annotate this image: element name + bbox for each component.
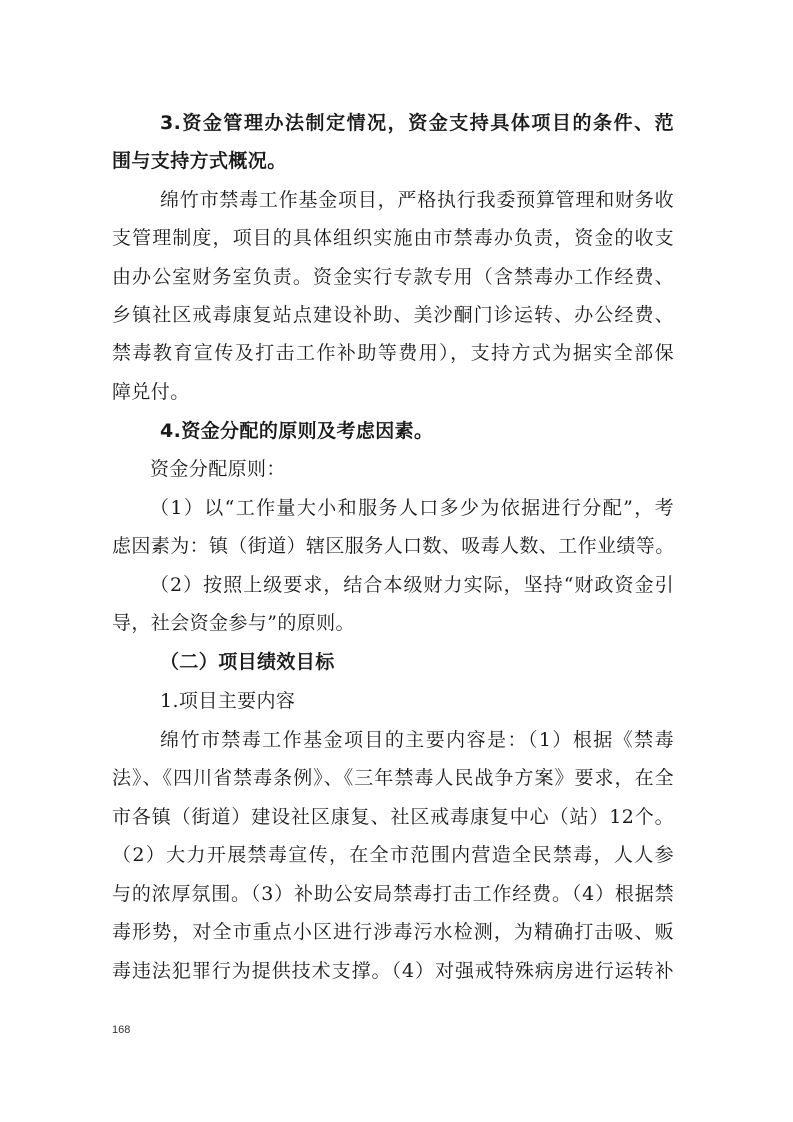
paragraph-line: 资金分配原则： — [150, 458, 286, 480]
paragraph-line: 绵竹市禁毒工作基金项目的主要内容是：（1）根据《禁毒 — [160, 729, 674, 751]
paragraph-line: 导，社会资金参与”的原则。 — [112, 612, 355, 634]
paragraph-line: 障兑付。 — [112, 381, 190, 403]
paragraph-line: 市各镇（街道）建设社区康复、社区戒毒康复中心（站）12个。 — [112, 806, 674, 828]
paragraph-line: （2）大力开展禁毒宣传，在全市范围内营造全民禁毒，人人参 — [112, 844, 674, 866]
paragraph-line: （2）按照上级要求，结合本级财力实际，坚持“财政资金引 — [150, 574, 674, 596]
subheading-main-content: 1.项目主要内容 — [160, 690, 296, 712]
heading-fund-management: 3.资金管理办法制定情况，资金支持具体项目的条件、范 — [160, 112, 674, 134]
heading-fund-management-cont: 围与支持方式概况。 — [112, 150, 287, 172]
heading-performance-goals: （二）项目绩效目标 — [160, 651, 335, 673]
paragraph-line: （1）以“工作量大小和服务人口多少为依据进行分配”，考 — [150, 497, 674, 519]
paragraph-line: 虑因素为：镇（街道）辖区服务人口数、吸毒人数、工作业绩等。 — [112, 535, 675, 557]
paragraph-line: 禁毒教育宣传及打击工作补助等费用），支持方式为据实全部保 — [112, 342, 674, 364]
paragraph-line: 乡镇社区戒毒康复站点建设补助、美沙酮门诊运转、办公经费、 — [112, 304, 674, 326]
paragraph-line: 毒形势，对全市重点小区进行涉毒污水检测，为精确打击吸、贩 — [112, 921, 674, 943]
paragraph-line: 由办公室财务室负责。资金实行专款专用（含禁毒办工作经费、 — [112, 266, 674, 288]
paragraph-line: 与的浓厚氛围。（3）补助公安局禁毒打击工作经费。（4）根据禁 — [112, 883, 674, 905]
paragraph-line: 绵竹市禁毒工作基金项目，严格执行我委预算管理和财务收 — [160, 189, 674, 211]
paragraph-line: 毒违法犯罪行为提供技术支撑。（4）对强戒特殊病房进行运转补 — [112, 960, 674, 982]
paragraph-line: 支管理制度，项目的具体组织实施由市禁毒办负责，资金的收支 — [112, 227, 674, 249]
paragraph-line: 法》、《四川省禁毒条例》、《三年禁毒人民战争方案》要求，在全 — [112, 767, 674, 789]
page-number: 168 — [112, 1024, 131, 1036]
heading-allocation-principles: 4.资金分配的原则及考虑因素。 — [160, 420, 434, 442]
